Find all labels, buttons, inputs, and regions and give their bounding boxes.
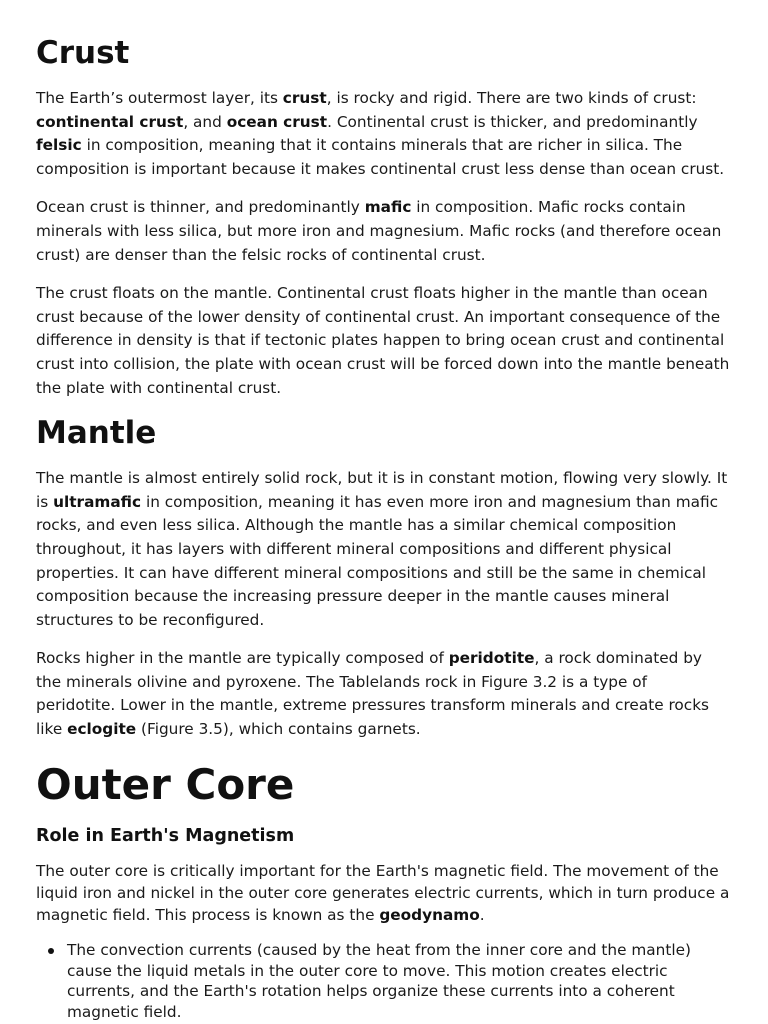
crust-paragraph-2 (36, 196, 730, 267)
term-ocean-crust: ocean crust (226, 112, 328, 131)
list-item (36, 940, 730, 1023)
term-ultramafic: ultramafic (53, 492, 142, 511)
text-run: The outer core is critically important for the Earth's magnetic field. The movement of the liquid iron and nickel in the outer core generates electric currents, which in turn produce a magnetic field. This process is known as the (36, 861, 730, 925)
subheading-magnetism: Role in Earth's Magnetism (36, 825, 295, 846)
text-run: in composition, meaning that it contains minerals that are richer in silica. The composition is important because it makes continental crust less dense than ocean crust. (36, 136, 725, 178)
mantle-paragraph-1 (36, 467, 730, 632)
crust-paragraph-1 (36, 87, 730, 181)
text-run: The mantle is almost entirely solid rock, but it is in constant motion, flowing very slowly. It is (36, 469, 728, 511)
text-run: Rocks higher in the mantle are typically composed of (36, 649, 449, 668)
bullet-list (36, 940, 730, 1023)
term-felsic: felsic (36, 136, 82, 155)
term-continental-crust: continental crust (36, 112, 184, 131)
term-peridotite: peridotite (448, 649, 535, 668)
term-crust: crust (282, 89, 327, 107)
bullet-dot-icon (48, 948, 54, 954)
text-run: . (479, 906, 485, 925)
text-run: Ocean crust is thinner, and predominantly (36, 198, 365, 217)
text-run: in composition, meaning it has even more iron and magnesium than mafic rocks, and even less silica. Although the mantle has a similar chemical composition throughout, it has layers with different mineral compositions and different physical properties. It can have different mineral compositions and still be the same in chemical composition because the increasing pressure deeper in the mantle causes mineral structures to be reconfigured. (36, 492, 719, 629)
text-run: , is rocky and rigid. There are two kinds of crust: (326, 89, 697, 107)
crust-paragraph-3: The crust floats on the mantle. Continental crust floats higher in the mantle than ocean crust because of the lower density of continental crust. An important consequence of the difference in density is that if tectonic plates happen to bring ocean crust and continental crust into collision, the plate with ocean crust will be forced down into the mantle beneath the plate with continental crust. (36, 284, 730, 397)
text-run: , a rock dominated by the minerals olivine and pyroxene. The Tablelands rock in Figure 3.2 is a type of peridotite. Lower in the mantle, extreme pressures transform minerals and create rocks like (36, 649, 710, 739)
heading-crust: Crust (36, 35, 130, 71)
term-eclogite: eclogite (67, 720, 137, 739)
text-run: in composition. Mafic rocks contain minerals with less silica, but more iron and magnesium. Mafic rocks (and therefore ocean crust) are denser than the felsic rocks of continental crust. (36, 198, 722, 264)
mantle-paragraph-2 (36, 647, 730, 741)
heading-mantle: Mantle (36, 415, 157, 452)
term-geodynamo: geodynamo (379, 906, 480, 925)
text-run: (Figure 3.5), which contains garnets. (136, 720, 421, 739)
heading-outer-core: Outer Core (36, 759, 295, 809)
outer-core-paragraph-1 (36, 860, 730, 927)
text-run: . Continental crust is thicker, and predominantly (327, 112, 698, 131)
text-run: , and (183, 112, 227, 131)
text-run: The Earth’s outermost layer, its (36, 89, 283, 107)
list-item-text: The convection currents (caused by the heat from the inner core and the mantle) cause the liquid metals in the outer core to move. This motion creates electric currents, and the Earth's rotation helps organize these currents into a coherent magnetic field. (67, 940, 691, 1022)
term-mafic: mafic (364, 198, 412, 217)
